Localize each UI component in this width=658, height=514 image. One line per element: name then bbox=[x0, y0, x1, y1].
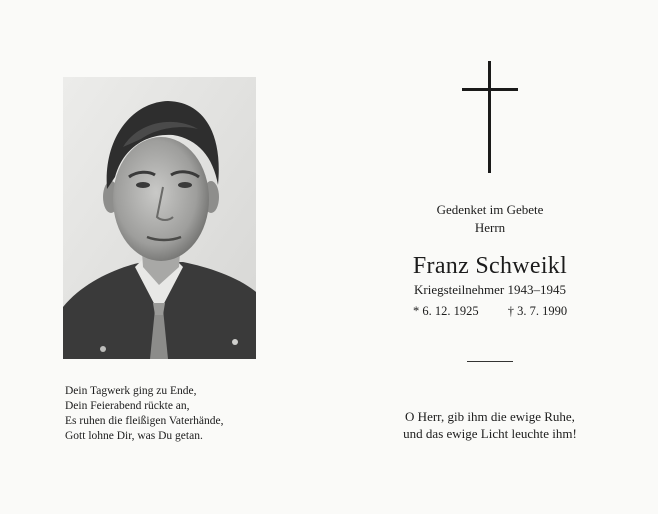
cross-icon bbox=[462, 61, 518, 173]
prayer-line: O Herr, gib ihm die ewige Ruhe, bbox=[405, 409, 575, 424]
honorific: Herrn bbox=[474, 220, 506, 235]
memorial-verse bbox=[65, 384, 325, 444]
remembrance-heading: Gedenket im Gebete bbox=[436, 202, 544, 217]
verse-line: Gott lohne Dir, was Du getan. bbox=[65, 430, 203, 442]
verse-line: Dein Feierabend rückte an, bbox=[65, 400, 190, 412]
verse-line: Dein Tagwerk ging zu Ende, bbox=[65, 385, 197, 397]
deceased-subtitle: Kriegsteilnehmer 1943–1945 bbox=[414, 282, 566, 297]
portrait-photo bbox=[63, 77, 256, 359]
life-dates bbox=[350, 303, 630, 320]
verse-line: Es ruhen die fleißigen Vaterhände, bbox=[65, 415, 224, 427]
divider bbox=[467, 361, 513, 362]
death-date: † 3. 7. 1990 bbox=[507, 304, 568, 318]
deceased-name: Franz Schweikl bbox=[412, 253, 568, 279]
birth-date: * 6. 12. 1925 bbox=[412, 304, 479, 318]
prayer-line: und das ewige Licht leuchte ihm! bbox=[403, 426, 577, 441]
